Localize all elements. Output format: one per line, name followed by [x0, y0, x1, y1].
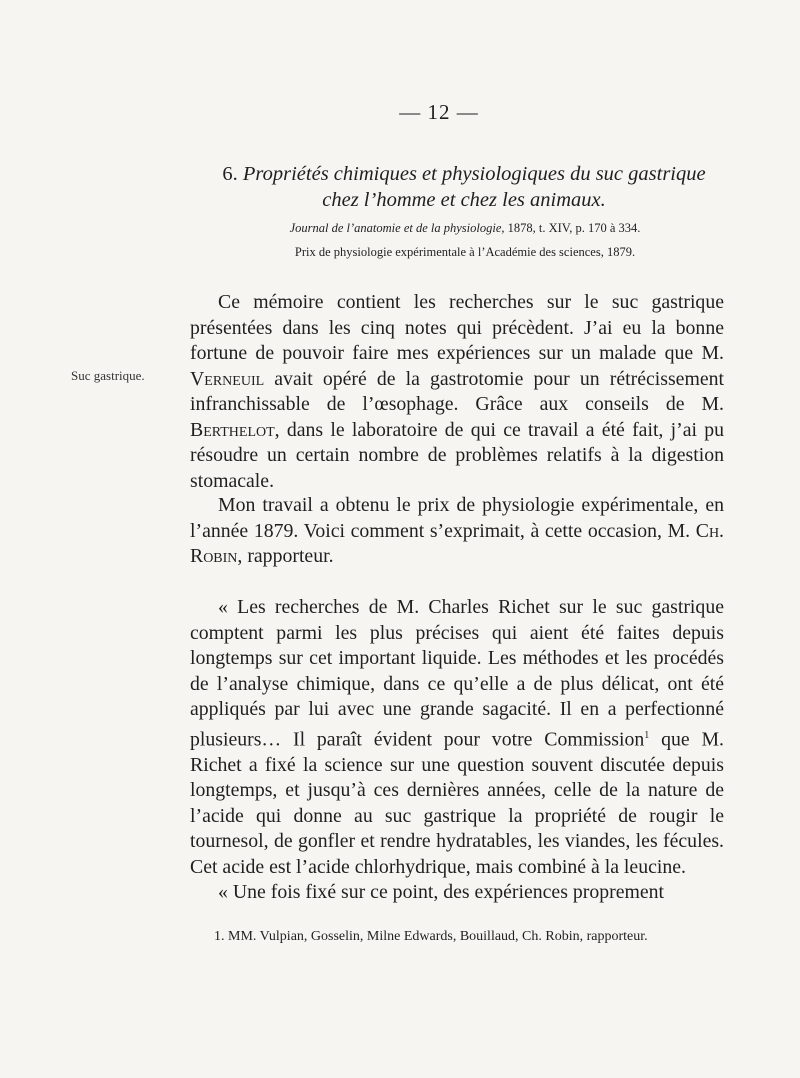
section-title-line2: chez l’homme et chez les animaux.: [322, 189, 606, 211]
paragraph-2-part1: Mon travail a obtenu le prix de physiologie expérimentale, en l’année 1879. Voici comment s’exprimait, à cette occasion, M.: [190, 494, 724, 542]
paragraph-1: [190, 290, 724, 494]
quote-1-part2: que M. Richet a fixé la science sur une question souvent discutée depuis longtemps, et jusqu’à ces dernières années, celle de la nature de l’acide qui donne au suc gastrique la propriété de rougir le tournesol, de gonfler et rendre hydratables, les viandes, les fécules. Cet acide est l’acide chlorhydrique, mais combiné à la leucine.: [190, 728, 724, 878]
paragraph-2-text: [190, 493, 724, 570]
journal-name: Journal de l’anatomie et de la physiologie,: [289, 221, 505, 235]
margin-note: Suc gastrique.: [71, 368, 145, 383]
name-robin: Ch. Robin: [190, 519, 724, 567]
journal-details: 1878, t. XIV, p. 170 à 334.: [504, 221, 641, 235]
name-verneuil: Verneuil: [190, 367, 265, 390]
paragraph-1-part2: avait opéré de la gastrotomie pour un rétrécissement infranchissable de l’œsophage. Grâce aux conseils de M.: [190, 367, 724, 415]
paragraph-1-part1: Ce mémoire contient les recherches sur le suc gastrique présentées dans les cinq notes qui précèdent. J’ai eu la bonne fortune de pouvoir faire mes expériences sur un malade que M.: [190, 291, 724, 364]
quotation: [190, 595, 724, 906]
paragraph-2-part2: , rapporteur.: [237, 545, 334, 567]
section-number: 6.: [222, 163, 238, 185]
footnote-mark: 1: [644, 729, 650, 741]
quote-paragraph-2: « Une fois fixé sur ce point, des expériences proprement: [218, 881, 665, 904]
prize-citation: Prix de physiologie expérimentale à l’Académie des sciences, 1879.: [294, 245, 636, 259]
section-title-text1: Propriétés chimiques et physiologiques du suc gastrique: [242, 163, 706, 185]
section-title-line1: [190, 161, 738, 187]
journal-citation: [200, 220, 730, 236]
quote-1-part1: « Les recherches de M. Charles Richet sur le suc gastrique comptent parmi les plus précises qui aient été faites depuis longtemps sur cet important liquide. Les méthodes et les procédés de l’analyse chimique, dans ce qu’elle a de plus délicat, ont été appliqués par lui avec une grande sagacité. Il en a perfectionné plusieurs… Il paraît évident pour votre Commission: [190, 596, 724, 751]
paragraph-2: [190, 493, 724, 570]
paragraph-1-part3: , dans le laboratoire de qui ce travail a été fait, j’ai pu résoudre un certain nombre de problèmes relatifs à la digestion stomacale.: [190, 418, 724, 492]
quote-paragraph-1: [190, 595, 724, 880]
paragraph-1-text: [190, 290, 724, 494]
page-number: — 12 —: [399, 100, 479, 124]
name-berthelot: Berthelot: [190, 418, 275, 441]
footnote: 1. MM. Vulpian, Gosselin, Milne Edwards, Bouillaud, Ch. Robin, rapporteur.: [214, 929, 648, 944]
section-title: [190, 161, 738, 213]
